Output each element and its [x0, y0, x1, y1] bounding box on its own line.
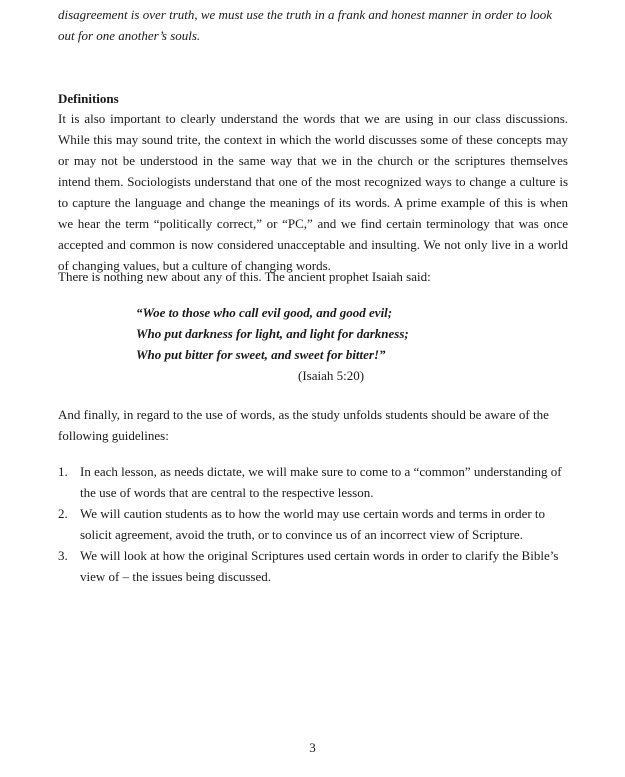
definitions-paragraph: It is also important to clearly understand the words that we are using in our class discussions. While this may sound trite, the context in which the world discusses some of these concepts may or may not be understood in the same way that we in the church or the scriptures themselves intend them. Sociologists understand that one of the most recognized ways to change a culture is to capture the language and change the meanings of its words. A prime example of this is when we hear the term “politically correct,” or “PC,” and we find certain terminology that was once accepted and common is now considered unacceptable and insulting. We not only live in a world of changing values, but a culture of changing words.: [58, 111, 568, 273]
isaiah-intro-paragraph: There is nothing new about any of this. The ancient prophet Isaiah said:: [58, 269, 431, 284]
isaiah-quote: [136, 302, 409, 365]
quote-line: Who put darkness for light, and light for darkness;: [136, 326, 409, 341]
section-heading-definitions: Definitions: [58, 91, 119, 106]
list-item: [58, 461, 570, 503]
list-item-text: We will look at how the original Scriptures used certain words in order to clarify the Bible’s view of – the issues being discussed.: [80, 548, 559, 584]
guidelines-list: [58, 461, 570, 587]
list-item-number: 1.: [58, 464, 68, 479]
quote-line: Who put bitter for sweet, and sweet for bitter!”: [136, 347, 386, 362]
guidelines-intro-paragraph: And finally, in regard to the use of words, as the study unfolds students should be aware of the following guidelines:: [58, 407, 549, 443]
list-item: [58, 503, 570, 545]
quote-citation: (Isaiah 5:20): [298, 368, 365, 383]
page-number: 3: [309, 740, 316, 755]
list-item-text: In each lesson, as needs dictate, we will make sure to come to a “common” understanding of the use of words that are central to the respective lesson.: [80, 464, 562, 500]
list-item: [58, 545, 570, 587]
list-item-number: 3.: [58, 548, 68, 563]
quote-line: “Woe to those who call evil good, and good evil;: [136, 305, 393, 320]
intro-paragraph: disagreement is over truth, we must use the truth in a frank and honest manner in order to look out for one another’s souls.: [58, 7, 553, 43]
list-item-number: 2.: [58, 506, 68, 521]
list-item-text: We will caution students as to how the world may use certain words and terms in order to solicit agreement, avoid the truth, or to convince us of an incorrect view of Scripture.: [80, 506, 546, 542]
